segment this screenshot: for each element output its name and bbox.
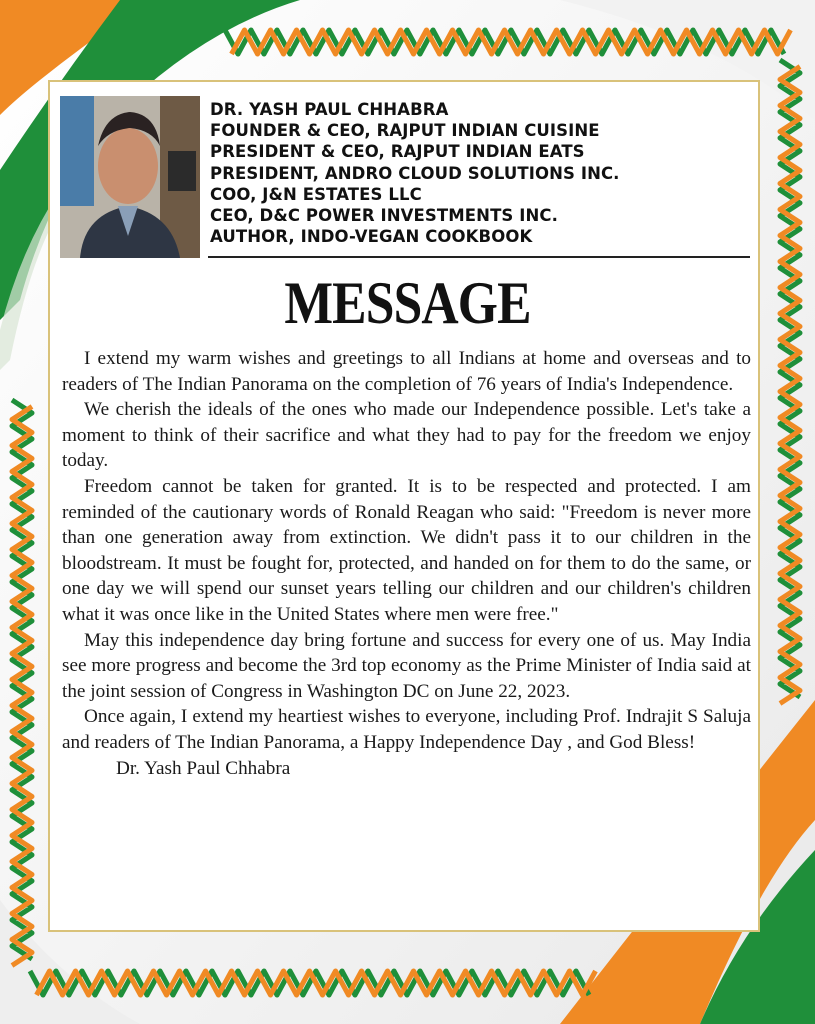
author-name: DR. YASH PAUL CHHABRA	[210, 100, 449, 119]
header-divider	[208, 256, 750, 258]
paragraph: We cherish the ideals of the ones who made our Independence possible. Let's take a moment to think of their sacrifice and what they had to pay for the freedom we enjoy today.	[62, 399, 751, 472]
title-line: CEO, D&C POWER INVESTMENTS INC.	[210, 206, 558, 226]
title-line: COO, J&N ESTATES LLC	[210, 184, 422, 204]
message-body	[62, 346, 751, 781]
signature: Dr. Yash Paul Chhabra	[116, 757, 291, 779]
paragraph: Freedom cannot be taken for granted. It is to be respected and protected. I am reminded of the cautionary words of Ronald Reagan who said: "Freedom is never more than one generation away from extinction. We didn't pass it to our children in the bloodstream. It must be fought for, protected, and handed on for them to do the same, or one day we will spend our sunset years telling our children and our children's children what it was once like in the United States where men were free."	[62, 475, 751, 625]
title-line: PRESIDENT, ANDRO CLOUD SOLUTIONS INC.	[210, 163, 620, 183]
title-line: AUTHOR, INDO-VEGAN COOKBOOK	[210, 227, 533, 247]
paragraph: I extend my warm wishes and greetings to all Indians at home and overseas and to readers of The Indian Panorama on the completion of 76 years of India's Independence.	[62, 348, 751, 395]
message-heading: MESSAGE	[284, 270, 531, 336]
portrait-photo	[60, 96, 200, 258]
title-line: PRESIDENT & CEO, RAJPUT INDIAN EATS	[210, 142, 585, 162]
paragraph: May this independence day bring fortune and success for every one of us. May India see more progress and become the 3rd top economy as the Prime Minister of India said at the joint session of Congress in Washington DC on June 22, 2023.	[62, 629, 751, 702]
title-line: FOUNDER & CEO, RAJPUT INDIAN CUISINE	[210, 121, 600, 141]
author-titles	[210, 99, 750, 247]
paragraph: Once again, I extend my heartiest wishes to everyone, including Prof. Indrajit S Saluja and readers of The Indian Panorama, a Happy Independence Day , and God Bless!	[62, 706, 751, 753]
